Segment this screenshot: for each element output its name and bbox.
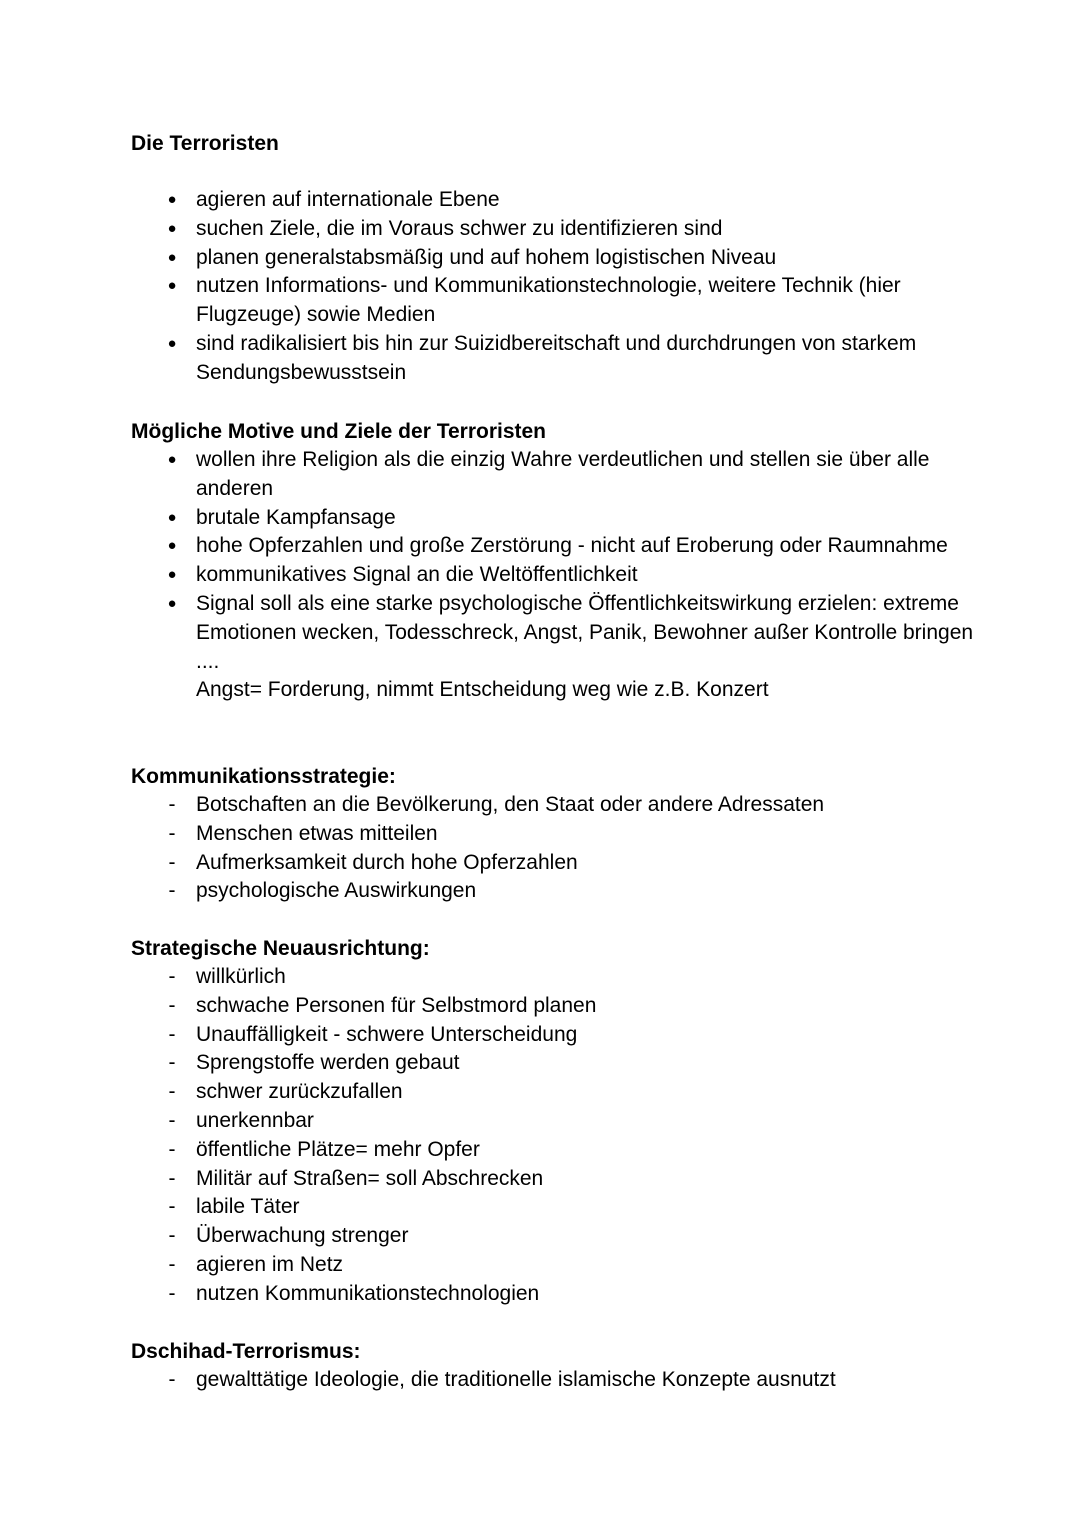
dash-marker: - xyxy=(168,965,176,988)
dash-marker: - xyxy=(168,1137,176,1161)
dash-marker: - xyxy=(168,793,176,816)
list-item: ● kommunikatives Signal an die Weltöffentlichkeit xyxy=(131,561,991,590)
list-item: - psychologische Auswirkungen xyxy=(131,877,991,906)
list-item: - Botschaften an die Bevölkerung, den Staat oder andere Adressaten xyxy=(131,791,991,820)
bullet-icon: ● xyxy=(167,219,177,237)
bullet-list xyxy=(131,446,991,705)
bullet-icon: ● xyxy=(167,248,177,266)
dash-marker: - xyxy=(168,821,176,845)
list-item: - Sprengstoffe werden gebaut xyxy=(131,1049,991,1078)
list-item: - Unauffälligkeit - schwere Unterscheidung xyxy=(131,1021,991,1050)
list-item: - nutzen Kommunikationstechnologien xyxy=(131,1280,991,1309)
section-strategische-neuausrichtung xyxy=(131,934,991,1309)
dash-list xyxy=(131,963,991,1309)
list-item: - labile Täter xyxy=(131,1193,991,1222)
list-item: ● suchen Ziele, die im Voraus schwer zu identifizieren sind xyxy=(131,215,991,244)
bullet-icon: ● xyxy=(167,508,177,526)
bullet-icon: ● xyxy=(167,277,177,295)
dash-marker: - xyxy=(168,1022,176,1046)
dash-marker: - xyxy=(168,1166,176,1190)
bullet-icon: ● xyxy=(167,537,177,555)
bullet-icon: ● xyxy=(167,191,177,208)
bullet-list xyxy=(131,186,991,388)
dash-marker: - xyxy=(168,1051,176,1075)
section-dschihad-terrorismus xyxy=(131,1337,991,1395)
list-item: ● nutzen Informations- und Kommunikationstechnologie, weitere Technik (hier Flugzeuge) sowie Medien xyxy=(131,272,991,330)
dash-marker: - xyxy=(168,1195,176,1219)
section-heading: Kommunikationsstrategie: xyxy=(131,765,396,788)
list-item: - gewalttätige Ideologie, die traditionelle islamische Konzepte ausnutzt xyxy=(131,1366,991,1395)
dash-marker: - xyxy=(168,850,176,874)
bullet-icon: ● xyxy=(167,451,177,468)
dash-list xyxy=(131,1366,991,1395)
dash-marker: - xyxy=(168,993,176,1017)
section-die-terroristen xyxy=(131,129,991,388)
list-item: - Aufmerksamkeit durch hohe Opferzahlen xyxy=(131,849,991,878)
dash-marker: - xyxy=(168,1224,176,1248)
dash-marker: - xyxy=(168,1281,176,1305)
list-item: - Militär auf Straßen= soll Abschrecken xyxy=(131,1165,991,1194)
dash-marker: - xyxy=(168,879,176,903)
bullet-icon: ● xyxy=(167,334,177,352)
dash-marker: - xyxy=(168,1368,176,1391)
list-item: - Menschen etwas mitteilen xyxy=(131,820,991,849)
list-item: ● Signal soll als eine starke psychologische Öffentlichkeitswirkung erzielen: extreme Emotionen wecken, Todesschreck, Angst, Panik, Bewohner außer Kontrolle bringen .... Angst= Forderung, nimmt Entscheidung weg wie z.B. Konzert xyxy=(131,590,991,705)
list-item: - agieren im Netz xyxy=(131,1251,991,1280)
bullet-icon: ● xyxy=(167,594,177,612)
list-item: ● agieren auf internationale Ebene xyxy=(131,186,991,215)
list-item: - öffentliche Plätze= mehr Opfer xyxy=(131,1136,991,1165)
section-heading: Die Terroristen xyxy=(131,132,279,155)
dash-marker: - xyxy=(168,1108,176,1132)
list-item-extra-line: Angst= Forderung, nimmt Entscheidung weg wie z.B. Konzert xyxy=(196,678,769,702)
list-item: - schwer zurückzufallen xyxy=(131,1078,991,1107)
list-item: ● hohe Opferzahlen und große Zerstörung - nicht auf Eroberung oder Raumnahme xyxy=(131,532,991,561)
section-heading: Dschihad-Terrorismus: xyxy=(131,1340,361,1363)
bullet-icon: ● xyxy=(167,566,177,584)
list-item: - unerkennbar xyxy=(131,1107,991,1136)
list-item: - Überwachung strenger xyxy=(131,1222,991,1251)
dash-marker: - xyxy=(168,1080,176,1104)
list-item: - schwache Personen für Selbstmord planen xyxy=(131,992,991,1021)
list-item: - willkürlich xyxy=(131,963,991,992)
section-motive-und-ziele xyxy=(131,417,991,705)
list-item: ● wollen ihre Religion als die einzig Wahre verdeutlichen und stellen sie über alle anderen xyxy=(131,446,991,504)
list-item: ● brutale Kampfansage xyxy=(131,504,991,533)
list-item: ● sind radikalisiert bis hin zur Suizidbereitschaft und durchdrungen von starkem Sendungsbewusstsein xyxy=(131,330,991,388)
section-kommunikationsstrategie xyxy=(131,762,991,906)
section-heading: Strategische Neuausrichtung: xyxy=(131,937,430,960)
section-heading: Mögliche Motive und Ziele der Terroristen xyxy=(131,420,547,443)
list-item: ● planen generalstabsmäßig und auf hohem logistischen Niveau xyxy=(131,244,991,273)
dash-marker: - xyxy=(168,1252,176,1276)
dash-list xyxy=(131,791,991,906)
